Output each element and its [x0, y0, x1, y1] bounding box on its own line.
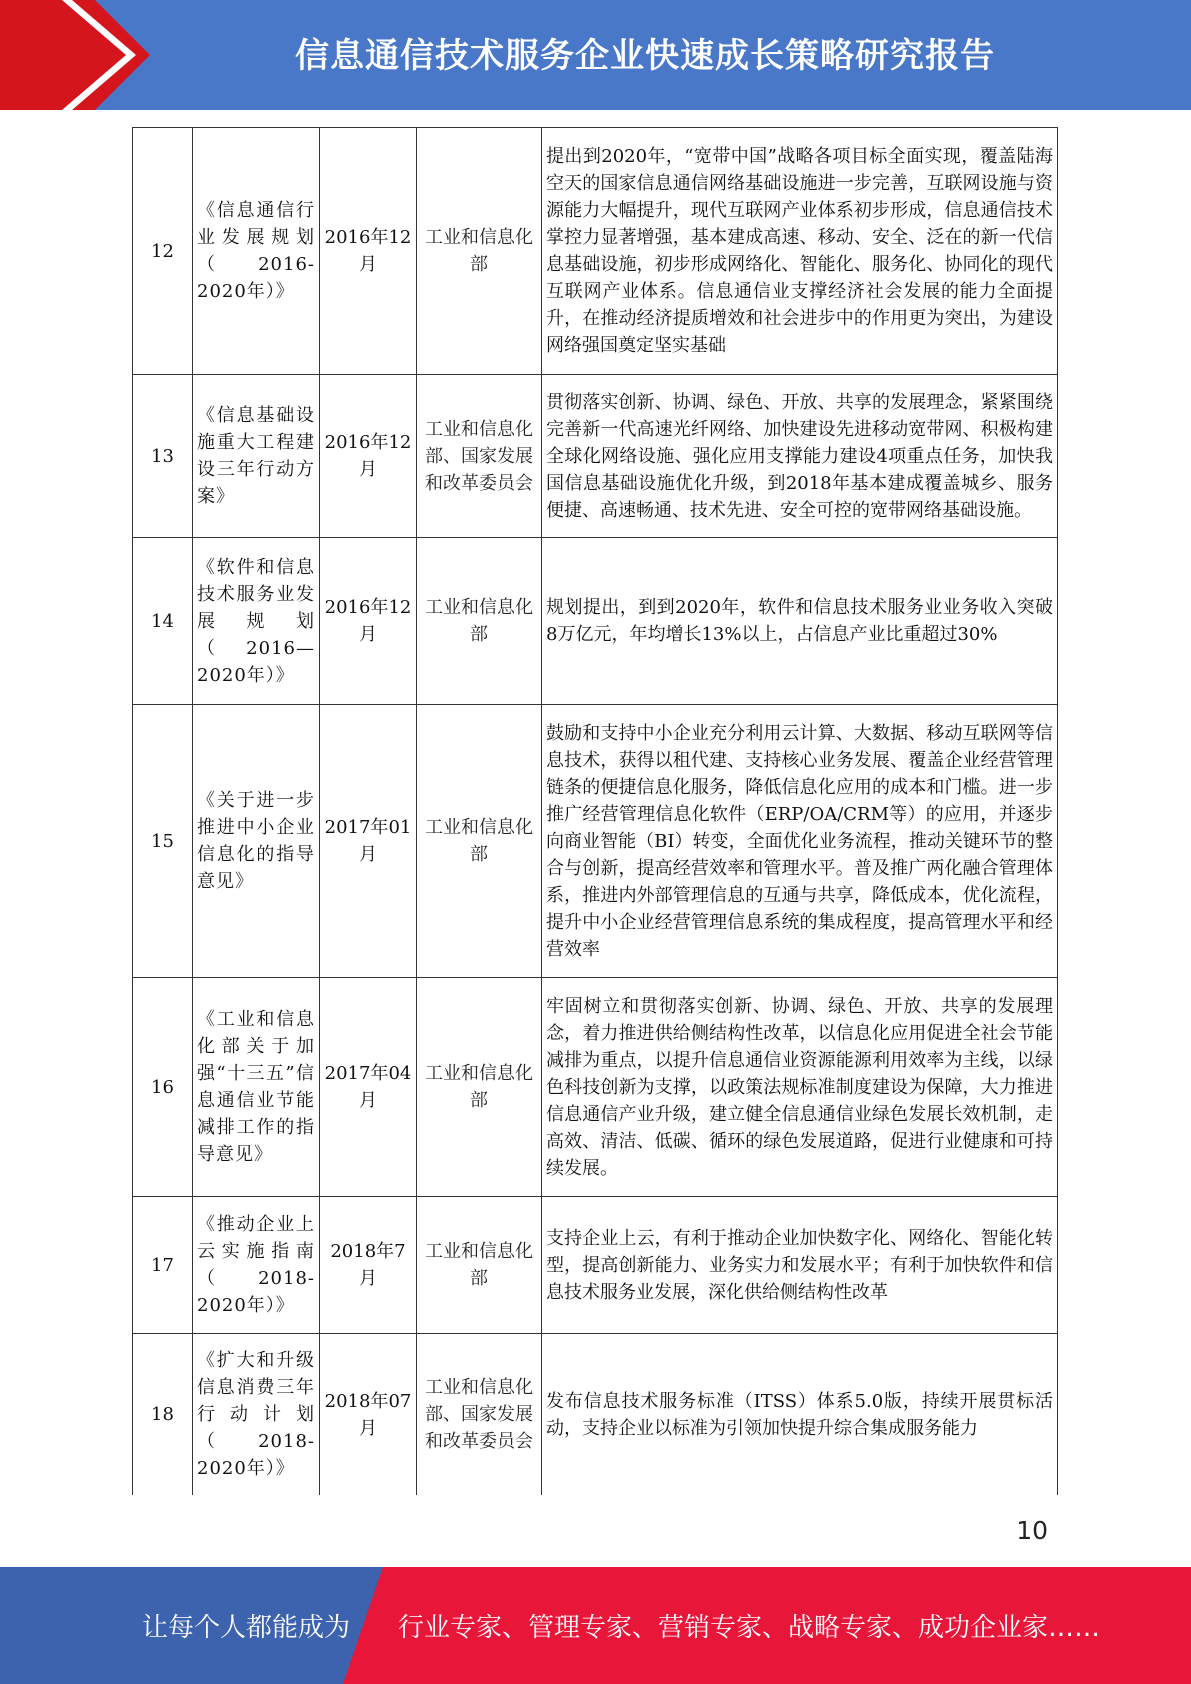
issuing-department: 工业和信息化部 [417, 978, 542, 1197]
issuing-department: 工业和信息化部 [417, 128, 542, 375]
issuing-department: 工业和信息化部、国家发展和改革委员会 [417, 1334, 542, 1496]
page-header [0, 0, 1191, 110]
policy-name: 《扩大和升级信息消费三年行动计划（2018-2020年）》 [193, 1334, 320, 1496]
row-number: 14 [133, 538, 193, 705]
issuing-department: 工业和信息化部、国家发展和改革委员会 [417, 375, 542, 538]
table-row [133, 128, 1058, 375]
policy-name: 《工业和信息化部关于加强“十三五”信息通信业节能减排工作的指导意见》 [193, 978, 320, 1197]
policy-name: 《推动企业上云实施指南（2018-2020年）》 [193, 1197, 320, 1334]
policy-description: 支持企业上云，有利于推动企业加快数字化、网络化、智能化转型，提高创新能力、业务实力和发展水平；有利于加快软件和信息技术服务业发展，深化供给侧结构性改革 [542, 1197, 1058, 1334]
issue-date: 2017年01月 [320, 705, 417, 978]
issue-date: 2017年04月 [320, 978, 417, 1197]
table-row [133, 375, 1058, 538]
issuing-department: 工业和信息化部 [417, 538, 542, 705]
issue-date: 2018年07月 [320, 1334, 417, 1496]
footer-slogan-right: 行业专家、管理专家、营销专家、战略专家、成功企业家…… [398, 1613, 1101, 1643]
policy-description: 鼓励和支持中小企业充分利用云计算、大数据、移动互联网等信息技术，获得以租代建、支持核心业务发展、覆盖企业经营管理链条的便捷信息化服务，降低信息化应用的成本和门槛。进一步推广经营管理信息化软件（ERP/OA/CRM等）的应用，并逐步向商业智能（BI）转变，全面优化业务流程，推动关键环节的整合与创新，提高经营效率和管理水平。普及推广两化融合管理体系，推进内外部管理信息的互通与共享，降低成本，优化流程，提升中小企业经营管理信息系统的集成程度，提高管理水平和经营效率 [542, 705, 1058, 978]
row-number: 18 [133, 1334, 193, 1496]
policy-name: 《关于进一步推进中小企业信息化的指导意见》 [193, 705, 320, 978]
policy-table [132, 127, 1058, 1495]
issue-date: 2016年12月 [320, 375, 417, 538]
policy-description: 规划提出，到到2020年，软件和信息技术服务业业务收入突破8万亿元，年均增长13%以上，占信息产业比重超过30% [542, 538, 1058, 705]
issue-date: 2018年7月 [320, 1197, 417, 1334]
footer-slogan-left: 让每个人都能成为 [142, 1613, 351, 1643]
policy-description: 贯彻落实创新、协调、绿色、开放、共享的发展理念，紧紧围绕完善新一代高速光纤网络、加快建设先进移动宽带网、积极构建全球化网络设施、强化应用支撑能力建设4项重点任务，加快我国信息基础设施优化升级，到2018年基本建成覆盖城乡、服务便捷、高速畅通、技术先进、安全可控的宽带网络基础设施。 [542, 375, 1058, 538]
table-row [133, 1197, 1058, 1334]
policy-name: 《信息通信行业发展规划（2016-2020年）》 [193, 128, 320, 375]
row-number: 13 [133, 375, 193, 538]
issue-date: 2016年12月 [320, 128, 417, 375]
policy-name: 《软件和信息技术服务业发展规划（2016—2020年）》 [193, 538, 320, 705]
policy-name: 《信息基础设施重大工程建设三年行动方案》 [193, 375, 320, 538]
table-row [133, 978, 1058, 1197]
policy-description: 牢固树立和贯彻落实创新、协调、绿色、开放、共享的发展理念，着力推进供给侧结构性改革，以信息化应用促进全社会节能减排为重点，以提升信息通信业资源能源利用效率为主线，以绿色科技创新为支撑，以政策法规标准制度建设为保障，大力推进信息通信产业升级，建立健全信息通信业绿色发展长效机制，走高效、清洁、低碳、循环的绿色发展道路，促进行业健康和可持续发展。 [542, 978, 1058, 1197]
table-row [133, 538, 1058, 705]
policy-description: 提出到2020年，“宽带中国”战略各项目标全面实现，覆盖陆海空天的国家信息通信网络基础设施进一步完善，互联网设施与资源能力大幅提升，现代互联网产业体系初步形成，信息通信技术掌控力显著增强，基本建成高速、移动、安全、泛在的新一代信息基础设施，初步形成网络化、智能化、服务化、协同化的现代互联网产业体系。信息通信业支撑经济社会发展的能力全面提升，在推动经济提质增效和社会进步中的作用更为突出，为建设网络强国奠定坚实基础 [542, 128, 1058, 375]
header-arrow-decoration [0, 0, 160, 110]
report-title: 信息通信技术服务企业快速成长策略研究报告 [295, 36, 995, 76]
issuing-department: 工业和信息化部 [417, 1197, 542, 1334]
row-number: 17 [133, 1197, 193, 1334]
page-number: 10 [1016, 1516, 1048, 1545]
row-number: 12 [133, 128, 193, 375]
table-row [133, 1334, 1058, 1496]
row-number: 15 [133, 705, 193, 978]
row-number: 16 [133, 978, 193, 1197]
policy-description: 发布信息技术服务标准（ITSS）体系5.0版，持续开展贯标活动，支持企业以标准为引领加快提升综合集成服务能力 [542, 1334, 1058, 1496]
page-footer [0, 1567, 1191, 1684]
issue-date: 2016年12月 [320, 538, 417, 705]
issuing-department: 工业和信息化部 [417, 705, 542, 978]
table-row [133, 705, 1058, 978]
